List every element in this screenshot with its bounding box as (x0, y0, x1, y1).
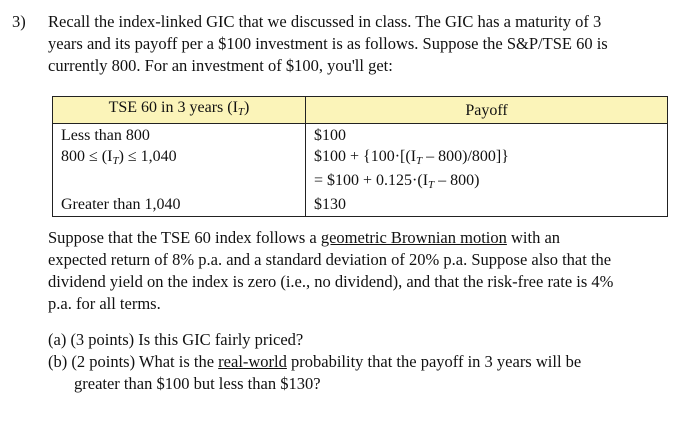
range-cell: 800 ≤ (IT) ≤ 1,040 (53, 145, 306, 195)
payoff-formula-line-1: $100 + {100·[(IT – 800)/800]} (314, 148, 509, 167)
payoff-cell (306, 145, 668, 195)
part-b: (b) (2 points) What is the real-world probability that the payoff in 3 years will be (48, 352, 582, 371)
payoff-formula-line-2: = $100 + 0.125·(IT – 800) (314, 172, 480, 191)
payoff-table (52, 96, 668, 217)
question-number: 3) (12, 12, 26, 31)
part-b-line-2: greater than $100 but less than $130? (74, 374, 321, 393)
intro-line-3: currently 800. For an investment of $100, you'll get: (48, 56, 393, 75)
table-row (53, 195, 668, 217)
gbm-underlined-term: geometric Brownian motion (320, 228, 507, 247)
table-row (53, 145, 668, 195)
part-a: (a) (3 points) Is this GIC fairly priced? (48, 330, 304, 349)
payoff-cell: $100 (306, 124, 668, 146)
para-line-1: Suppose that the TSE 60 index follows a geometric Brownian motion with an (48, 228, 561, 247)
header-payoff: Payoff (306, 97, 668, 124)
table-row (53, 124, 668, 146)
table-header-row (53, 97, 668, 124)
intro-line-1: Recall the index-linked GIC that we discussed in class. The GIC has a maturity of 3 (48, 12, 602, 31)
real-world-underlined-term: real-world (218, 352, 287, 371)
para-line-3: dividend yield on the index is zero (i.e., no dividend), and that the risk-free rate is 4% (48, 272, 614, 291)
para-line-4: p.a. for all terms. (48, 294, 161, 313)
range-cell: Less than 800 (53, 124, 306, 146)
payoff-cell: $130 (306, 195, 668, 217)
intro-line-2: years and its payoff per a $100 investment is as follows. Suppose the S&P/TSE 60 is (48, 34, 608, 53)
para-line-2: expected return of 8% p.a. and a standard deviation of 20% p.a. Suppose also that the (48, 250, 612, 269)
range-cell: Greater than 1,040 (53, 195, 306, 217)
header-index-level: TSE 60 in 3 years (IT) (53, 97, 306, 124)
